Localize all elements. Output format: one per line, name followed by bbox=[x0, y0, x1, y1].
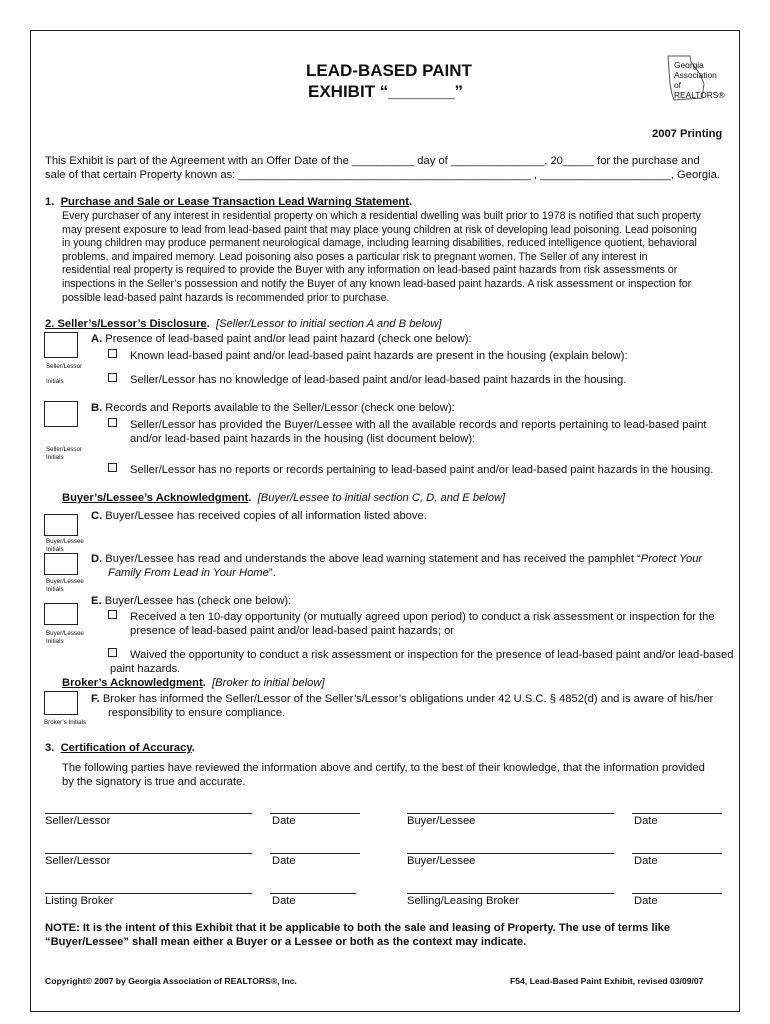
section3-line: The following parties have reviewed the information above and certify, to the best of their knowledge, that the information provided bbox=[62, 762, 705, 774]
buyer-initials-label-e bbox=[46, 630, 84, 645]
option-e-waived-line-2: paint hazards. bbox=[110, 663, 181, 675]
signature-line[interactable] bbox=[632, 893, 722, 894]
signature-line[interactable] bbox=[270, 813, 360, 814]
footer-copyright: Copyright© 2007 by Georgia Association of REALTORS®, Inc. bbox=[45, 976, 297, 986]
item-b-text bbox=[91, 402, 455, 416]
section3-title-end: . bbox=[191, 742, 195, 754]
section1-line: problems, and impaired memory. Lead poisoning also poses a particular risk to pregnant women. The Seller of any interest in bbox=[62, 250, 648, 263]
broker-ack-title: Broker’s Acknowledgment bbox=[62, 677, 203, 689]
note bbox=[45, 922, 727, 949]
checkbox-b-no-reports[interactable] bbox=[108, 463, 117, 472]
section1-line: residential real property is required to provide the Buyer with any information on lead-based paint hazards from risk assessments or bbox=[62, 264, 678, 277]
signature-line[interactable] bbox=[270, 853, 360, 854]
logo-text bbox=[674, 60, 726, 100]
signature-line[interactable] bbox=[270, 893, 356, 894]
item-c-description: Buyer/Lessee has received copies of all information listed above. bbox=[105, 510, 427, 522]
broker-ack-heading bbox=[62, 677, 325, 691]
item-f-line: Broker has informed the Seller/Lessor of the Seller’s/Lessor’s obligations under 42 U.S.C. § 4852(d) and is aware of his/her bbox=[102, 693, 714, 705]
section3-heading bbox=[45, 742, 195, 756]
section1-title: Purchase and Sale or Lease Transaction Lead Warning Statement bbox=[60, 196, 409, 208]
sig-label: Selling/Leasing Broker bbox=[407, 895, 519, 907]
item-f-text bbox=[91, 693, 713, 720]
item-a-letter: A. bbox=[91, 333, 103, 345]
item-e-text bbox=[91, 595, 291, 609]
sig-label: Buyer/Lessee bbox=[407, 815, 476, 827]
section1-line: inspections in the Seller’s possession and notify the Buyer of any known lead-based paint hazards. A risk assessment or inspection for bbox=[62, 277, 692, 290]
signature-line[interactable] bbox=[407, 813, 614, 814]
initials-label-line: Initials bbox=[46, 377, 64, 385]
item-d-text bbox=[91, 553, 727, 580]
option-line: presence of lead-based paint and/or lead-based paint hazards; or bbox=[130, 624, 455, 637]
seller-initials-label-a bbox=[46, 363, 82, 385]
signature-line[interactable] bbox=[45, 853, 252, 854]
item-f-line: responsibility to ensure compliance. bbox=[108, 706, 286, 719]
logo-line-1: Georgia bbox=[674, 60, 704, 70]
item-c-letter: C. bbox=[91, 510, 103, 522]
buyer-ack-heading bbox=[62, 492, 505, 506]
initials-label-line: Buyer/Lessee bbox=[46, 578, 84, 585]
sig-label: Date bbox=[272, 815, 296, 827]
buyer-ack-title-end: . bbox=[248, 492, 252, 504]
sig-label: Date bbox=[634, 895, 658, 907]
note-line: “Buyer/Lessee” shall mean either a Buyer or a Lessee or both as the context may indicate. bbox=[45, 935, 527, 948]
option-line: Seller/Lessor has provided the Buyer/Lessee with all the available records and reports pertaining to lead-based paint bbox=[130, 419, 707, 431]
sig-label: Buyer/Lessee bbox=[407, 855, 476, 867]
section1-heading bbox=[45, 196, 412, 210]
title-line-1: LEAD-BASED PAINT bbox=[306, 61, 472, 80]
intro bbox=[45, 155, 725, 182]
section3-body bbox=[62, 762, 727, 789]
checkbox-b-provided[interactable] bbox=[108, 418, 117, 427]
buyer-ack-title: Buyer’s/Lessee’s Acknowledgment bbox=[62, 492, 249, 504]
initials-label-line: Seller/Lessor bbox=[46, 446, 83, 453]
section3-number: 3. bbox=[45, 742, 55, 754]
item-c-text bbox=[91, 510, 427, 524]
seller-initials-label-b bbox=[46, 446, 82, 461]
broker-ack-instruction: [Broker to initial below] bbox=[212, 677, 325, 689]
section1-number: 1. bbox=[45, 196, 55, 208]
initials-label-line: Initials bbox=[46, 453, 64, 461]
printing-label: 2007 Printing bbox=[652, 128, 723, 140]
checkbox-e-waived[interactable] bbox=[108, 648, 117, 657]
signature-line[interactable] bbox=[45, 813, 252, 814]
section1-line: Every purchaser of any interest in residential property on which a residential dwelling was built prior to 1978 is notified that such property bbox=[62, 210, 701, 222]
option-e-received bbox=[130, 611, 715, 638]
logo-line-2: Association bbox=[674, 70, 717, 80]
section1-line: in young children may produce permanent neurological damage, including learning disabilities, reduced intelligence quotient, behavioral bbox=[62, 237, 697, 250]
signature-line[interactable] bbox=[45, 893, 252, 894]
title-line-2: EXHIBIT “_______” bbox=[308, 82, 463, 101]
item-e-description: Buyer/Lessee has (check one below): bbox=[104, 595, 292, 607]
sig-label: Listing Broker bbox=[45, 895, 114, 907]
checkbox-e-received[interactable] bbox=[108, 610, 117, 619]
item-e-letter: E. bbox=[91, 595, 102, 607]
initials-label-line: Seller/Lessor bbox=[46, 363, 83, 370]
page-title bbox=[306, 60, 472, 102]
option-line: Received a ten 10-day opportunity (or mutually agreed upon period) to conduct a risk assessment or inspection for the bbox=[130, 611, 715, 623]
sig-label: Date bbox=[634, 855, 658, 867]
note-line: NOTE: It is the intent of this Exhibit that it be applicable to both the sale and leasing of Property. The use of terms like bbox=[45, 922, 671, 934]
option-b-no-reports: Seller/Lessor has no reports or records pertaining to lead-based paint and/or lead-based paint hazards in the housing. bbox=[130, 464, 714, 476]
section2-heading bbox=[45, 318, 442, 332]
section3-line: by the signatory is true and accurate. bbox=[62, 775, 246, 788]
option-e-waived-line-1: Waived the opportunity to conduct a risk assessment or inspection for the presence of lead-based paint and/or lead-based bbox=[130, 649, 734, 661]
buyer-ack-instruction: [Buyer/Lessee to initial section C, D, and E below] bbox=[257, 492, 506, 504]
seller-initials-box-a[interactable] bbox=[44, 332, 78, 358]
section1-body bbox=[62, 210, 727, 305]
sig-label: Date bbox=[272, 855, 296, 867]
pamphlet-title-part-2: Family From Lead in Your Home bbox=[108, 566, 269, 579]
item-a-description: Presence of lead-based paint and/or lead paint hazard (check one below): bbox=[105, 333, 472, 345]
section1-line: may present exposure to lead from lead-based paint that may place young children at risk of developing lead poisoning. Lead poisoning bbox=[62, 223, 697, 236]
intro-line-1: This Exhibit is part of the Agreement with an Offer Date of the __________ day of _______________, 20_____ for the purchase and bbox=[45, 155, 700, 167]
section3-title: Certification of Accuracy bbox=[60, 742, 192, 754]
intro-line-2: sale of that certain Property known as: _______________________________________________ , _____________________, Georgia. bbox=[45, 168, 720, 181]
option-b-provided bbox=[130, 419, 707, 446]
item-b-letter: B. bbox=[91, 402, 103, 414]
initials-label-line: Initials bbox=[46, 585, 64, 593]
option-a-known: Known lead-based paint and/or lead-based paint hazards are present in the housing (explain below): bbox=[130, 350, 628, 362]
pamphlet-title-part-1: Protect Your bbox=[640, 553, 703, 565]
section2-instruction: [Seller/Lessor to initial section A and B below] bbox=[216, 318, 442, 330]
signature-line[interactable] bbox=[632, 853, 722, 854]
logo-line-3: of REALTORS® bbox=[674, 80, 725, 100]
section2-title: 2. Seller’s/Lessor’s Disclosure bbox=[45, 318, 207, 330]
sig-label: Date bbox=[272, 895, 296, 907]
signature-line[interactable] bbox=[407, 853, 614, 854]
broker-initials-label: Broker’s Initials bbox=[44, 719, 87, 726]
buyer-initials-label-c bbox=[46, 538, 84, 553]
signature-line[interactable] bbox=[632, 813, 722, 814]
item-d-end: ”. bbox=[268, 566, 276, 579]
footer-form-number: F54, Lead-Based Paint Exhibit, revised 03/09/07 bbox=[510, 976, 704, 986]
buyer-initials-label-d bbox=[46, 578, 84, 593]
seller-initials-box-b[interactable] bbox=[44, 401, 78, 427]
sig-label: Date bbox=[634, 815, 658, 827]
broker-ack-title-end: . bbox=[202, 677, 206, 689]
buyer-initials-box-d[interactable] bbox=[44, 553, 78, 575]
item-d-letter: D. bbox=[91, 553, 103, 565]
initials-label-line: Buyer/Lessee bbox=[46, 630, 84, 637]
initials-label-line: Buyer/Lessee bbox=[46, 538, 84, 545]
checkbox-a-no-knowledge[interactable] bbox=[108, 373, 117, 382]
buyer-initials-box-c[interactable] bbox=[44, 514, 78, 536]
item-f-letter: F. bbox=[91, 693, 100, 705]
initials-label-line: Initials bbox=[46, 637, 64, 645]
section2-title-end: . bbox=[206, 318, 210, 330]
option-a-no-knowledge: Seller/Lessor has no knowledge of lead-based paint and/or lead-based paint hazards in the housing. bbox=[130, 374, 627, 386]
checkbox-a-known[interactable] bbox=[108, 349, 117, 358]
section1-title-end: . bbox=[408, 196, 413, 208]
gar-logo bbox=[660, 54, 726, 102]
option-line: and/or lead-based paint hazards in the housing (list document below): bbox=[130, 432, 476, 445]
initials-label-line: Initials bbox=[46, 545, 64, 553]
sig-label: Seller/Lessor bbox=[45, 855, 111, 867]
section1-line: possible lead-based paint hazards is recommended prior to purchase. bbox=[62, 291, 390, 304]
item-d-description: Buyer/Lessee has read and understands the above lead warning statement and has received the pamphlet “ bbox=[105, 553, 641, 565]
item-b-description: Records and Reports available to the Seller/Lessor (check one below): bbox=[105, 402, 455, 414]
broker-initials-box[interactable] bbox=[44, 691, 78, 715]
item-a-text bbox=[91, 333, 472, 347]
buyer-initials-box-e[interactable] bbox=[44, 603, 78, 625]
signature-line[interactable] bbox=[407, 893, 614, 894]
sig-label: Seller/Lessor bbox=[45, 815, 111, 827]
